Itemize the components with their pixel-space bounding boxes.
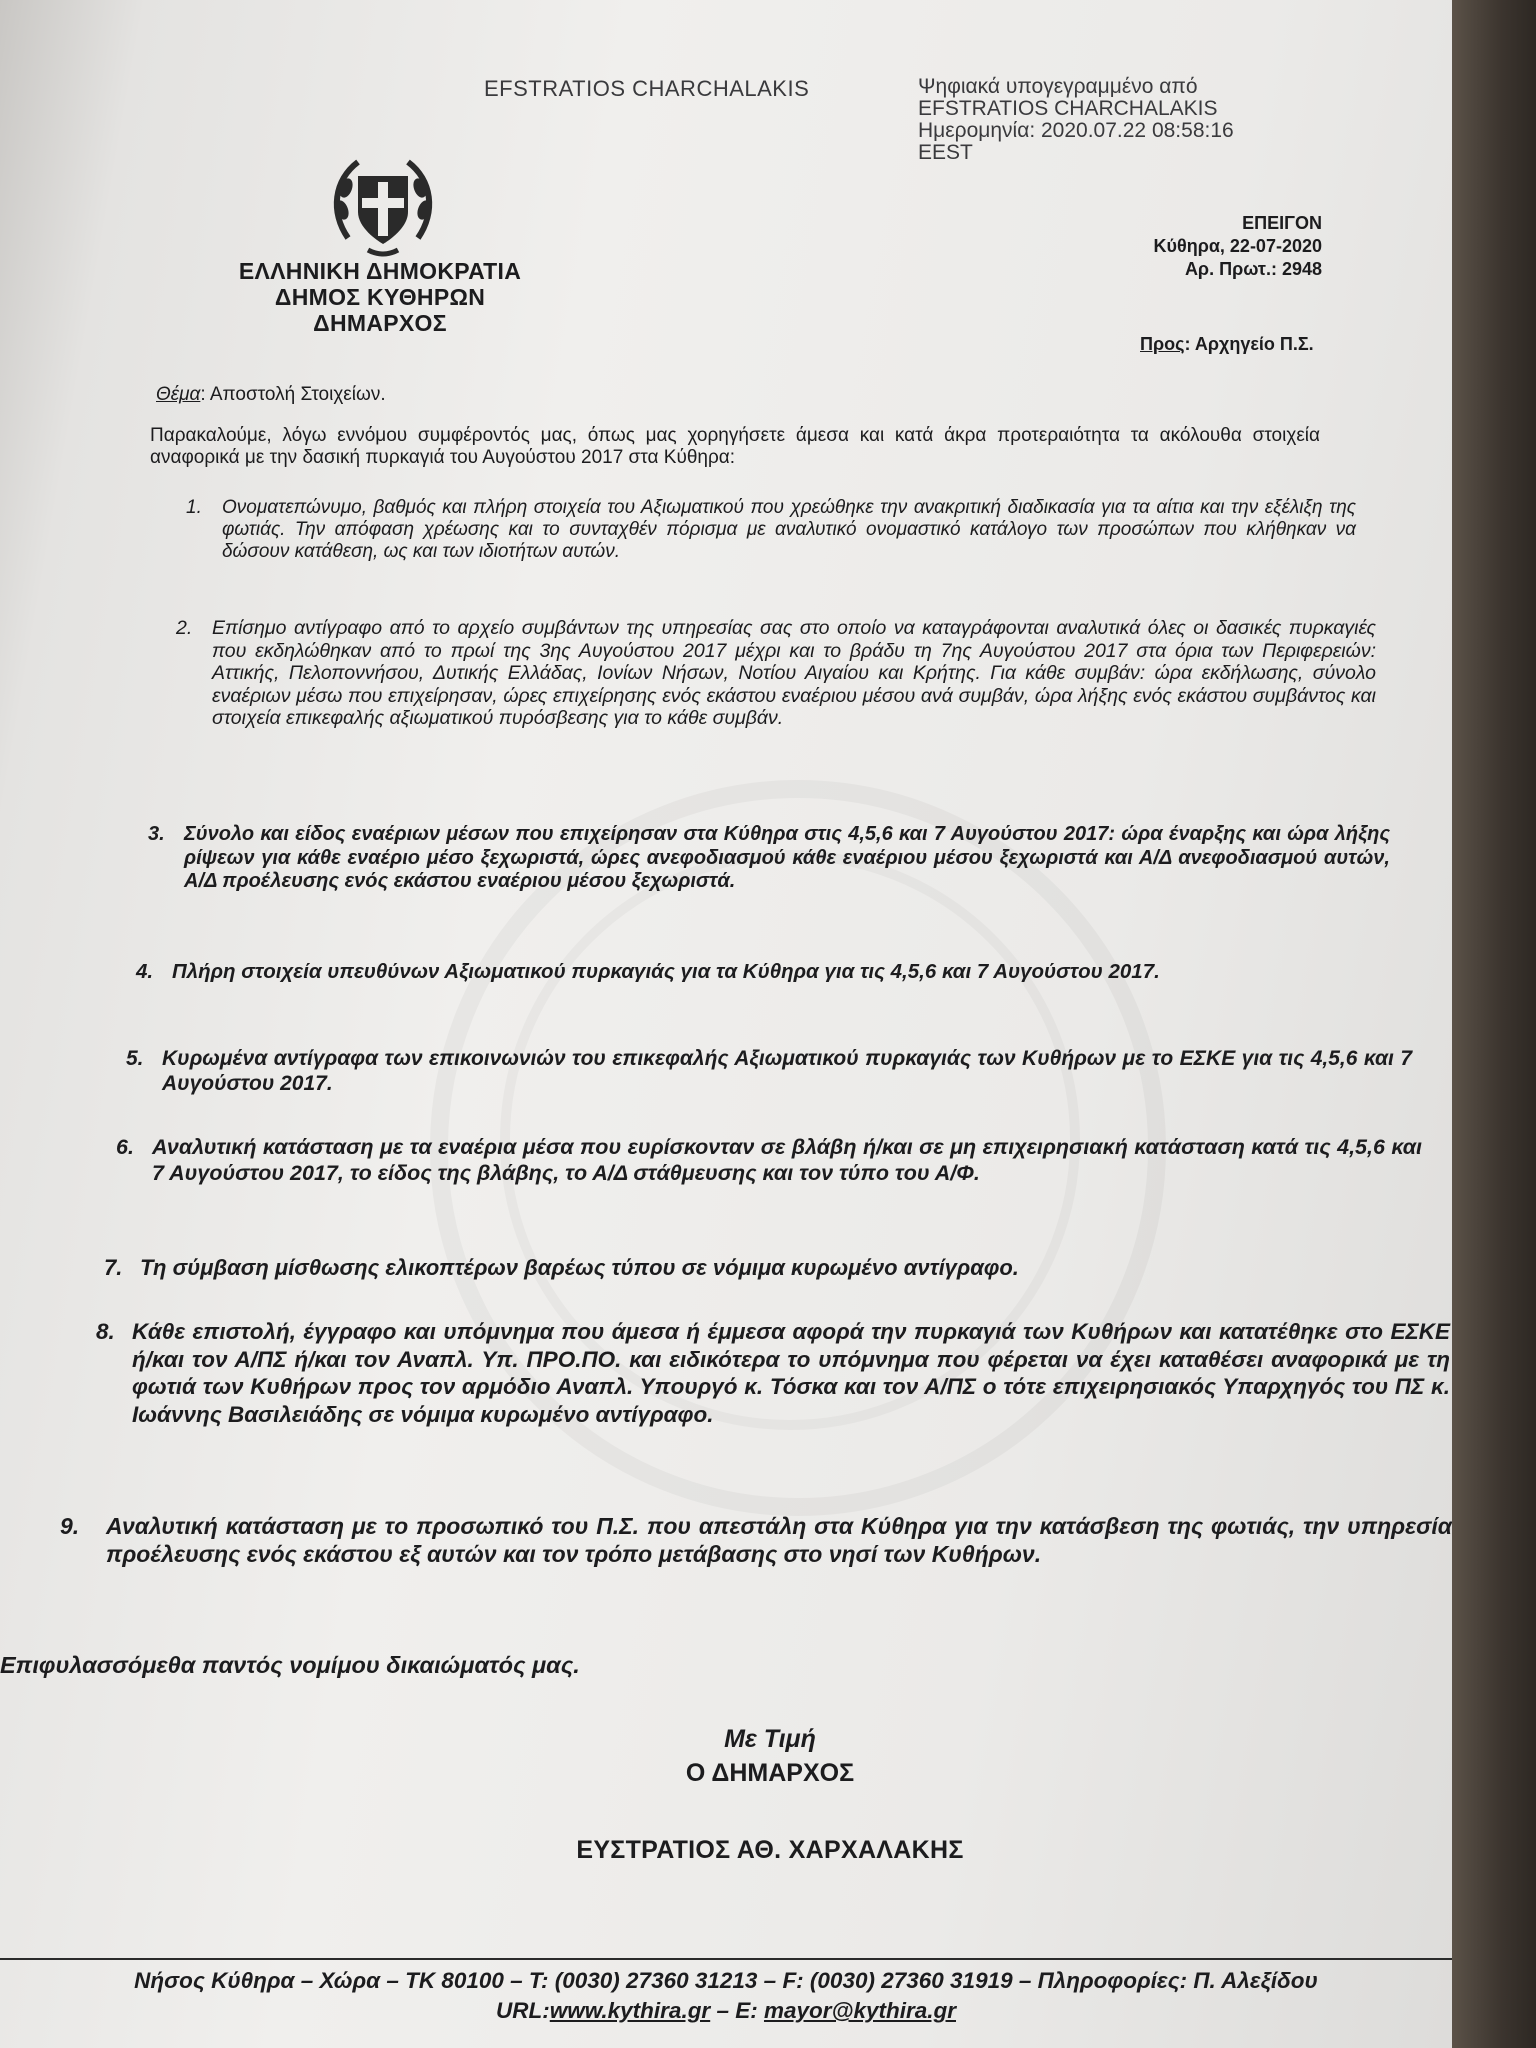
request-item [96, 1318, 1450, 1428]
footer [0, 1966, 1452, 2026]
url-label: URL: [496, 1998, 550, 2023]
request-item [126, 1046, 1412, 1096]
recipient-value: : Αρχηγείο Π.Σ. [1184, 334, 1314, 354]
signature-line: EEST [918, 141, 973, 164]
item-text: Επίσημο αντίγραφο από το αρχείο συμβάντων της υπηρεσίας σας στο οποίο να καταγράφονται αναλυτικά όλες οι δασικές πυρκαγιές που εκδηλώθηκαν από το πρωί της 3ης Αυγούστου 2017 μέχρι και το βράδυ τη 7ης Αυγούστου 2017 στα όρια των Περιφερειών: Αττικής, Πελοποννήσου, Δυτικής Ελλάδας, Ιονίων Νήσων, Νοτίου Αιγαίου και Κρήτης. Για κάθε συμβάν: ώρα εκδήλωσης, σύνολο εναέριων μέσω που επιχείρησαν, ώρες επιχείρησης ενός εκάστου εναέριου μέσου ανά συμβάν, ώρα λήξης ενός εκάστου συμβάντος και στοιχεία επικεφαλής αξιωματικού πυρόσβεσης για το κάθε συμβάν. [212, 617, 1376, 729]
item-number: 8. [96, 1319, 115, 1344]
intro-paragraph: Παρακαλούμε, λόγω εννόμου συμφέροντός μας, όπως μας χορηγήσετε άμεσα και κατά άκρα προτεραιότητα τα ακόλουθα στοιχεία αναφορικά με την δασική πυρκαγιά του Αυγούστου 2017 στα Κύθηρα: [150, 425, 1320, 468]
email-label: – E: [710, 1998, 764, 2023]
request-item [116, 1134, 1422, 1186]
subject [156, 384, 386, 406]
signature-line: Ψηφιακά υπογεγραμμένο από [918, 75, 1198, 98]
digital-signature-name: EFSTRATIOS CHARCHALAKIS [484, 76, 810, 101]
closing-block [520, 1722, 1020, 1790]
recipient [1140, 334, 1314, 355]
signature-line: EFSTRATIOS CHARCHALAKIS [918, 97, 1218, 120]
item-number: 9. [60, 1513, 80, 1539]
digital-signature-block [918, 76, 1234, 164]
background-surface [1452, 0, 1536, 2048]
item-number: 5. [126, 1047, 144, 1070]
item-text: Τη σύμβαση μίσθωσης ελικοπτέρων βαρέως τύπου σε νόμιμα κυρωμένο αντίγραφο. [140, 1255, 1019, 1280]
website-link[interactable]: www.kythira.gr [549, 1998, 711, 2023]
subject-value: : Αποστολή Στοιχείων. [200, 384, 386, 405]
signer-title: Ο ΔΗΜΑΡΧΟΣ [685, 1759, 855, 1787]
letterhead-line: ΔΗΜΟΣ ΚΥΘΗΡΩΝ [274, 284, 486, 310]
letterhead [210, 258, 550, 336]
document-meta [1154, 212, 1322, 281]
item-text: Κυρωμένα αντίγραφα των επικοινωνιών του επικεφαλής Αξιωματικού πυρκαγιάς των Κυθήρων με το ΕΣΚΕ για τις 4,5,6 και 7 Αυγούστου 2017. [162, 1047, 1412, 1095]
item-number: 6. [116, 1135, 134, 1159]
hellenic-republic-emblem-icon [328, 150, 438, 260]
letterhead-line: ΔΗΜΑΡΧΟΣ [313, 310, 447, 336]
footer-contact: Νήσος Κύθηρα – Χώρα – ΤΚ 80100 – Τ: (0030) 27360 31213 – F: (0030) 27360 31919 – Πληροφορίες: Π. Αλεξίδου [134, 1968, 1318, 1993]
request-item [186, 497, 1356, 563]
subject-label: Θέμα [156, 384, 201, 405]
reservation-clause: Επιφυλασσόμεθα παντός νομίμου δικαιώματός μας. [0, 1652, 580, 1678]
footer-divider [0, 1958, 1452, 1960]
letterhead-line: ΕΛΛΗΝΙΚΗ ΔΗΜΟΚΡΑΤΙΑ [238, 258, 522, 284]
item-number: 3. [148, 823, 165, 845]
email-link[interactable]: mayor@kythira.gr [763, 1998, 956, 2023]
place-date: Κύθηρα, 22-07-2020 [1153, 236, 1322, 256]
item-text: Σύνολο και είδος εναέριων μέσων που επιχείρησαν στα Κύθηρα στις 4,5,6 και 7 Αυγούστου 2017: ώρα έναρξης και ώρα λήξης ρίψεων για κάθε εναέριο μέσο ξεχωριστά, ώρες ανεφοδιασμού κάθε εναέριου μέσου ξεχωριστά και Α/Δ ανεφοδιασμού αυτών, Α/Δ προέλευσης ενός εκάστου εναέριου μέσου ξεχωριστά. [184, 823, 1390, 892]
item-text: Αναλυτική κατάσταση με τα εναέρια μέσα που ευρίσκονταν σε βλάβη ή/και σε μη επιχειρησιακή κατάσταση κατά τις 4,5,6 και 7 Αυγούστου 2017, το είδος της βλάβης, το Α/Δ στάθμευσης και τον τύπο του Α/Φ. [152, 1135, 1422, 1185]
signature-line: Ημερομηνία: 2020.07.22 08:58:16 [918, 119, 1234, 142]
item-number: 7. [104, 1255, 123, 1280]
item-text: Ονοματεπώνυμο, βαθμός και πλήρη στοιχεία του Αξιωματικού που χρεώθηκε την ανακριτική διαδικασία για τα αίτια και την εξέλιξη της φωτιάς. Την απόφαση χρέωσης και το συνταχθέν πόρισμα με αναλυτικό ονομαστικό κατάλογο των προσώπων που κλήθηκαν να δώσουν κατάθεση, ως και των ιδιοτήτων αυτών. [222, 497, 1356, 562]
signer-name: ΕΥΣΤΡΑΤΙΟΣ ΑΘ. ΧΑΡΧΑΛΑΚΗΣ [576, 1836, 964, 1864]
request-item [104, 1254, 1430, 1281]
item-number: 2. [176, 617, 193, 639]
request-item [60, 1512, 1452, 1568]
urgency-label: ΕΠΕΙΓΟΝ [1242, 213, 1322, 233]
item-number: 4. [136, 960, 154, 983]
protocol-number: Αρ. Πρωτ.: 2948 [1184, 259, 1322, 279]
item-text: Αναλυτική κατάσταση με το προσωπικό του Π.Σ. που απεστάλη στα Κύθηρα για την κατάσβεση της φωτιάς, την υπηρεσία προέλευσης ενός εκάστου εξ αυτών και τον τρόπο μετάβασης στο νησί των Κυθήρων. [106, 1513, 1452, 1567]
item-number: 1. [186, 497, 202, 518]
request-item [148, 823, 1390, 894]
request-item [136, 960, 1404, 984]
footer-links [0, 1996, 1452, 2026]
item-text: Κάθε επιστολή, έγγραφο και υπόμνημα που άμεσα ή έμμεσα αφορά την πυρκαγιά των Κυθήρων και κατατέθηκε στο ΕΣΚΕ ή/και τον Α/ΠΣ ή/και τον Αναπλ. Υπ. ΠΡΟ.ΠΟ. και ειδικότερα το υπόμνημα που φέρεται να έχει καταθέσει αναφορικά με τη φωτιά των Κυθήρων προς τον αρμόδιο Αναπλ. Υπουργό κ. Τόσκα και τον Α/ΠΣ ο τότε επιχειρησιακός Υπαρχηγός του ΠΣ κ. Ιωάννης Βασιλειάδης σε νόμιμα κυρωμένο αντίγραφο. [132, 1319, 1450, 1427]
salutation: Με Τιμή [724, 1725, 816, 1753]
request-item [176, 617, 1376, 730]
item-text: Πλήρη στοιχεία υπευθύνων Αξιωματικού πυρκαγιάς για τα Κύθηρα για τις 4,5,6 και 7 Αυγούστου 2017. [172, 960, 1160, 983]
recipient-label: Προς [1140, 334, 1185, 354]
